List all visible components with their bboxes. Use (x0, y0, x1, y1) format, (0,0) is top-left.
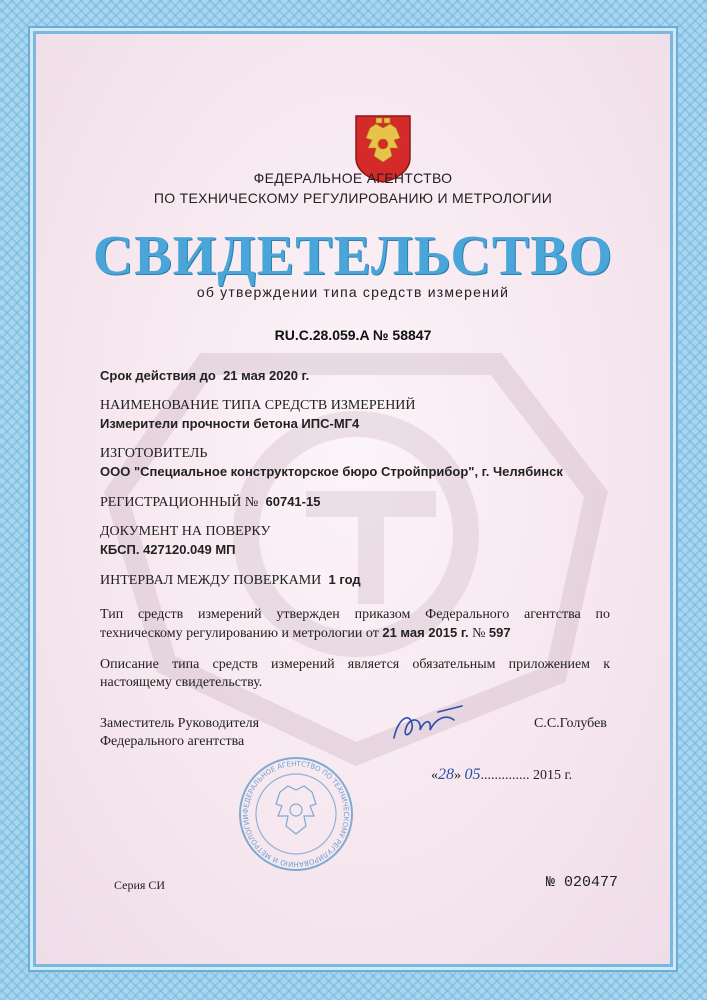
form-number (546, 874, 618, 891)
agency-name-line1: ФЕДЕРАЛЬНОЕ АГЕНТСТВО (253, 170, 453, 186)
signer-position-line1: Заместитель Руководителя (100, 716, 260, 731)
date-year: 2015 г. (533, 768, 573, 783)
document-label: ДОКУМЕНТ НА ПОВЕРКУ (100, 524, 271, 539)
svg-text:ФЕДЕРАЛЬНОЕ АГЕНТСТВО ПО ТЕХНИ (242, 760, 350, 868)
certificate-title: СВИДЕТЕЛЬСТВО (92, 225, 614, 287)
form-number-value: 020477 (564, 874, 619, 891)
official-stamp (236, 754, 356, 874)
date-close-quote: » (454, 768, 461, 783)
series-label: Серия СИ (114, 878, 166, 892)
handwritten-signature (388, 704, 468, 746)
certificate-body (36, 34, 670, 964)
interval-label: ИНТЕРВАЛ МЕЖДУ ПОВЕРКАМИ (100, 573, 322, 588)
reg-number-row (100, 494, 320, 511)
validity-row (100, 368, 309, 383)
approval-text: Тип средств измерений утвержден приказом Федерального агентства по техническому регулированию и метрологии от (100, 607, 610, 641)
date-dots: .............. (480, 768, 530, 783)
certificate-subtitle: об утверждении типа средств измерений (196, 284, 510, 300)
agency-name-line2: ПО ТЕХНИЧЕСКОМУ РЕГУЛИРОВАНИЮ И МЕТРОЛОГИИ (153, 190, 553, 206)
signer-name: С.С.Голубев (534, 716, 607, 731)
description-paragraph: Описание типа средств измерений является обязательным приложением к настоящему свидетельству. (100, 657, 610, 690)
signature-date (431, 766, 621, 784)
approval-date: 21 мая 2015 г. (382, 625, 469, 640)
interval-row (100, 572, 361, 589)
date-month: 05 (464, 766, 481, 783)
manufacturer-value: ООО "Специальное конструкторское бюро Стройприбор", г. Челябинск (100, 464, 563, 479)
document-value: КБСП. 427120.049 МП (100, 542, 236, 557)
form-number-prefix: № (546, 874, 556, 891)
date-day: 28 (438, 766, 454, 783)
interval-value: 1 год (328, 572, 361, 587)
approval-number: 597 (488, 625, 511, 640)
reg-number-value: 60741-15 (265, 494, 321, 509)
reg-number-label: РЕГИСТРАЦИОННЫЙ № (100, 495, 259, 510)
registration-number: RU.C.28.059.A № 58847 (274, 327, 432, 343)
validity-label: Срок действия до (100, 368, 216, 383)
date-open-quote: « (431, 768, 438, 783)
manufacturer-label: ИЗГОТОВИТЕЛЬ (100, 446, 208, 461)
approval-paragraph (100, 606, 610, 643)
approval-no-prefix: № (472, 626, 486, 641)
type-name-value: Измерители прочности бетона ИПС-МГ4 (100, 416, 360, 431)
signer-position-line2: Федерального агентства (100, 734, 245, 749)
validity-value: 21 мая 2020 г. (223, 368, 310, 383)
type-name-label: НАИМЕНОВАНИЕ ТИПА СРЕДСТВ ИЗМЕРЕНИЙ (100, 398, 416, 413)
stamp-text: ФЕДЕРАЛЬНОЕ АГЕНТСТВО ПО ТЕХНИЧЕСКОМУ РЕГУЛИРОВАНИЮ И МЕТРОЛОГИИ (241, 759, 351, 869)
